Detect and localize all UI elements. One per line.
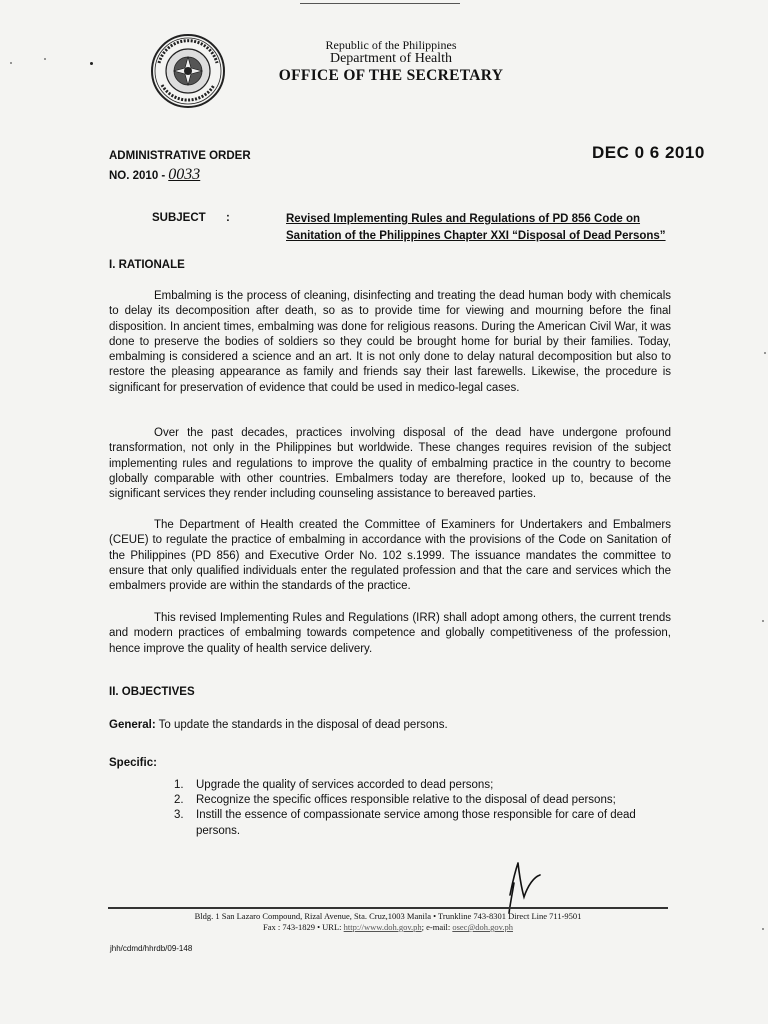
order-label: ADMINISTRATIVE ORDER — [109, 150, 251, 162]
subject-colon: : — [226, 212, 230, 224]
footer-url-link[interactable]: http://www.doh.gov.ph — [343, 922, 422, 932]
scan-speck — [762, 620, 764, 622]
top-scan-line — [300, 3, 460, 4]
order-number-line — [109, 166, 200, 184]
scan-speck — [44, 58, 46, 60]
footer-email-label: ; e-mail: — [421, 922, 451, 932]
general-text: To update the standards in the disposal of dead persons. — [158, 719, 448, 731]
order-number-prefix: NO. 2010 - — [109, 170, 166, 182]
list-item-text: Upgrade the quality of services accorded to dead persons; — [196, 779, 494, 791]
scan-speck — [764, 352, 766, 354]
rationale-heading: I. RATIONALE — [109, 259, 185, 271]
list-item-number: 3. — [174, 809, 184, 822]
rationale-paragraph-3-text: The Department of Health created the Committee of Examiners for Undertakers and Embalmers (CEUE) to regulate the practice of embalming in accordance with the provisions of the Code on Sanitation of the Philippines (PD 856) and Executive Order No. 102 s.1999. The issuance mandates the committee to ensure that only qualified individuals enter the regulated profession and that the care and services which the embalmers provide are within the standards of the practice. — [109, 519, 671, 593]
scan-speck — [90, 62, 93, 65]
reference-code: jhh/cdmd/hhrdb/09-148 — [110, 944, 193, 953]
rationale-paragraph-2 — [109, 426, 671, 502]
scan-speck — [762, 928, 764, 930]
rationale-paragraph-3 — [109, 518, 671, 594]
rationale-paragraph-1 — [109, 289, 671, 396]
rationale-paragraph-1-text: Embalming is the process of cleaning, disinfecting and treating the dead human body with chemicals to delay its decomposition after death, so as to provide time for viewing and mourning before the final disposition. In ancient times, embalming was done for religious reasons. During the American Civil War, it was done to preserve the bodies of soldiers so they could be brought home for burial by their families. Today, embalming is considered a science and an art. It is not only done to delay natural decomposition but also to restore the pleasing appearance as family and friends say their last farewells. Likewise, the procedure is significant for preservation of evidence that could be used in medico-legal cases. — [109, 290, 671, 394]
rationale-paragraph-4-text: This revised Implementing Rules and Regulations (IRR) shall adopt among others, the current trends and modern practices of embalming towards competence and globally competitiveness of the profession, hence improve the quality of health service delivery. — [109, 612, 671, 655]
list-item — [174, 793, 674, 808]
subject-label: SUBJECT — [152, 212, 206, 224]
rationale-paragraph-4 — [109, 611, 671, 657]
subject-line-2: Sanitation of the Philippines Chapter XXI “Disposal of Dead Persons” — [286, 230, 666, 242]
list-item — [174, 778, 674, 793]
list-item-number: 2. — [174, 794, 184, 807]
department-seal-logo — [150, 33, 226, 109]
list-item-text: Instill the essence of compassionate service among those responsible for care of dead persons. — [196, 809, 636, 837]
office-title: OFFICE OF THE SECRETARY — [278, 67, 504, 84]
footer-divider — [108, 907, 668, 909]
footer-email-link[interactable]: osec@doh.gov.ph — [452, 922, 513, 932]
general-label: General: — [109, 719, 156, 731]
specific-objectives-list — [174, 778, 674, 839]
scan-speck — [10, 62, 12, 64]
subject-title — [286, 211, 686, 245]
objectives-heading: II. OBJECTIVES — [109, 686, 195, 698]
department-name: Department of Health — [329, 51, 453, 66]
specific-label: Specific: — [109, 757, 157, 769]
country-name: Republic of the Philippines — [325, 38, 457, 52]
handwritten-initial-signature — [500, 855, 560, 915]
subject-line-1: Revised Implementing Rules and Regulations of PD 856 Code on — [286, 213, 641, 225]
footer-address: Bldg. 1 San Lazaro Compound, Rizal Avenue, Sta. Cruz,1003 Manila • Trunkline 743-8301 Direct Line 711-9501 — [194, 911, 582, 921]
rationale-paragraph-2-text: Over the past decades, practices involving disposal of the dead have undergone profound transformation, not only in the Philippines but worldwide. These changes requires revision of the subject implementing rules and regulations to improve the quality of embalming practice in the country to become globally comparable with other countries. Embalmers today are therefore, looked up to, because of the significant services they render including counseling assistance to bereaved parties. — [109, 427, 671, 501]
list-item-number: 1. — [174, 779, 184, 791]
order-number-handwritten: 0033 — [168, 166, 201, 183]
list-item — [174, 808, 674, 838]
order-date-stamp: DEC 0 6 2010 — [592, 143, 705, 162]
footer-fax: Fax : 743-1829 • URL: — [263, 922, 342, 932]
list-item-text: Recognize the specific offices responsible relative to the disposal of dead persons; — [196, 794, 616, 807]
general-objective — [109, 719, 448, 731]
footer-contact — [108, 922, 668, 932]
